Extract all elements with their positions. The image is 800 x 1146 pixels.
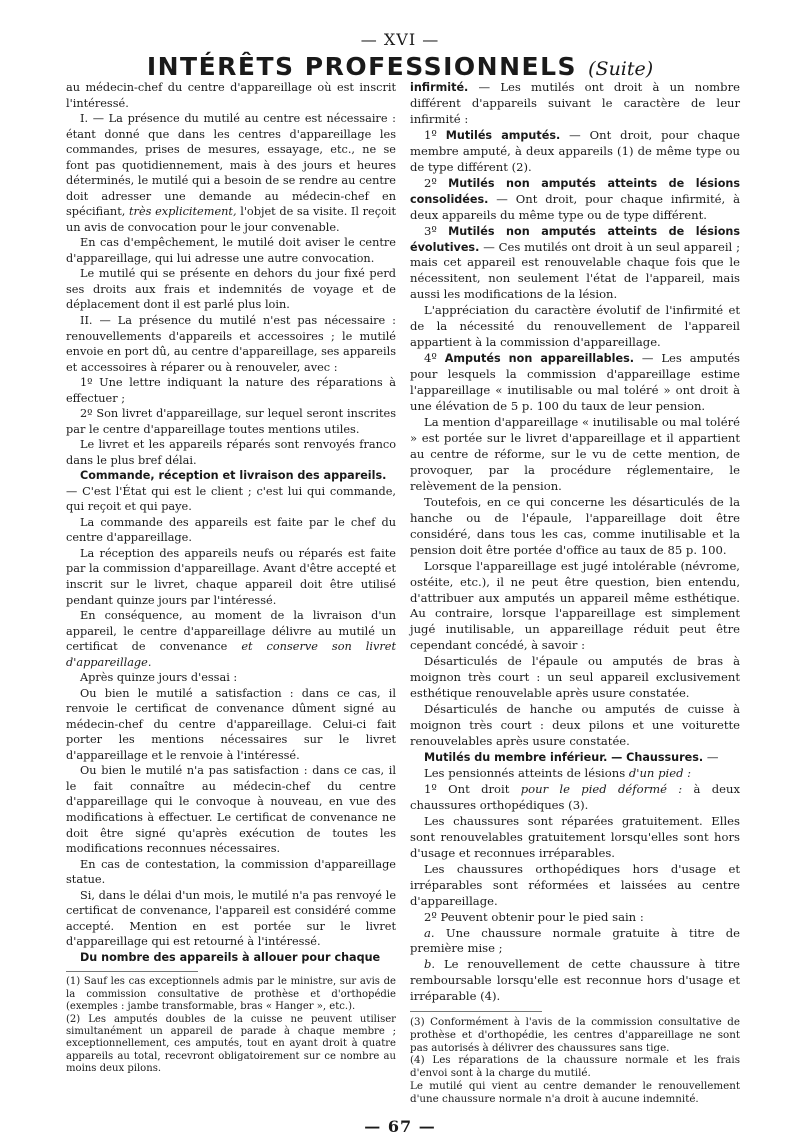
left-column <box>66 80 396 1076</box>
right-column <box>410 80 740 1105</box>
paragraph: En conséquence, au moment de la livraison d'un appareil, le centre d'appareillage délivre au mutilé un certificat de convenance et conserve son livret d'appareillage. <box>66 609 396 669</box>
title-suite: (Suite) <box>588 58 654 80</box>
footnote: (4) Les réparations de la chaussure normale et les frais d'envoi sont à la charge du mutilé. <box>410 1054 740 1080</box>
paragraph: a. Une chaussure normale gratuite à titre de première mise ; <box>410 925 741 956</box>
paragraph: Les pensionnés atteints de lésions d'un pied : <box>424 765 692 780</box>
footnote: (2) Les amputés doubles de la cuisse ne peuvent utiliser simultanément un appareil de parade à chaque membre ; exceptionnellement, ces amputés, tout en ayant droit à quatre appareils au total, recevront obligatoirement sur ce nombre au moins deux pilons. <box>66 1013 396 1075</box>
page-number: — 67 — <box>364 1117 436 1136</box>
paragraph: b. Le renouvellement de cette chaussure à titre remboursable lorsqu'elle est reconnue hors d'usage et irréparable (4). <box>410 957 740 1004</box>
paragraph: infirmité. — Les mutilés ont droit à un nombre différent d'appareils suivant le caractère de leur infirmité : <box>410 80 740 126</box>
paragraph: 1º Ont droit pour le pied déformé : à deux chaussures orthopédiques (3). <box>410 781 741 812</box>
paragraph: 1º Mutilés amputés. — Ont droit, pour chaque membre amputé, à deux appareils (1) de même type ou de type différent (2). <box>410 127 741 174</box>
paragraph: 3º Mutilés non amputés atteints de lésions évolutives. — Ces mutilés ont droit à un seul appareil ; mais cet appareil est renouvelable chaque fois que le nécessitent, non seulement l'état de l'appareil, mais aussi les modifications de la lésion. <box>410 223 741 302</box>
section-heading: Mutilés du membre inférieur. — Chaussures. — <box>424 750 719 765</box>
paragraph: Désarticulés de l'épaule ou amputés de bras à moignon très court : un seul appareil exclusivement esthétique renouvelable après usure constatée. <box>410 654 740 701</box>
paragraph: L'appréciation du caractère évolutif de l'infirmité et de la nécessité du renouvellement de l'appareil appartient à la commission d'appareillage. <box>410 303 740 350</box>
page-title <box>0 52 800 81</box>
paragraph: 2º Mutilés non amputés atteints de lésions consolidées. — Ont droit, pour chaque infirmité, à deux appareils du même type ou de type différent. <box>410 175 741 222</box>
paragraph: — C'est l'État qui est le client ; c'est lui qui commande, qui reçoit et qui paye. <box>66 484 396 514</box>
paragraph: 2º Son livret d'appareillage, sur lequel seront inscrites par le centre d'appareillage toutes mentions utiles. <box>66 407 396 436</box>
paragraph: Si, dans le délai d'un mois, le mutilé n'a pas renvoyé le certificat de convenance, l'appareil est considéré comme accepté. Mention en est portée sur le livret d'appareillage qui est retourné à l'intéressé. <box>66 888 396 949</box>
paragraph: Le livret et les appareils réparés sont renvoyés franco dans le plus bref délai. <box>66 438 396 467</box>
paragraph: I. — La présence du mutilé au centre est nécessaire : étant donné que dans les centres d'appareillage les commandes, prises de mesures, essayage, etc., ne se font pas quotidiennement, mais à des jours et heures déterminés, le mutilé qui a besoin de se rendre au centre doit adresser une demande au médecin-chef en spécifiant, très explicitement, l'objet de sa visite. Il reçoit un avis de convocation pour le jour convenable. <box>66 112 397 234</box>
paragraph: Le mutilé qui se présente en dehors du jour fixé perd ses droits aux frais et indemnités de voyage et de déplacement dont il est parlé plus loin. <box>66 267 396 312</box>
footnotes <box>410 1016 740 1105</box>
footnotes <box>66 976 396 1075</box>
footnote-divider <box>410 1011 542 1012</box>
paragraph: Ou bien le mutilé n'a pas satisfaction : dans ce cas, il le fait connaître au médecin-chef du centre d'appareillage qui le convoque à nouveau, en vue des modifications à effectuer. Le certificat de convenance ne doit être signé qu'après exécution de toutes les modifications reconnues nécessaires. <box>66 764 396 856</box>
paragraph: La réception des appareils neufs ou réparés est faite par la commission d'appareillage. Avant d'être accepté et inscrit sur le livret, chaque appareil doit être utilisé pendant quinze jours par l'intéressé. <box>66 546 396 607</box>
paragraph: La mention d'appareillage « inutilisable ou mal toléré » est portée sur le livret d'appareillage et il appartient au centre de réforme, sur le vu de cette mention, de provoquer, par la procédure réglementaire, le relèvement de la pension. <box>410 415 740 493</box>
paragraph: Ou bien le mutilé a satisfaction : dans ce cas, il renvoie le certificat de convenance dûment signé au médecin-chef du centre d'appareillage. Celui-ci fait porter les mentions nécessaires sur le livret d'appareillage et le renvoie à l'intéressé. <box>66 686 396 762</box>
paragraph: au médecin-chef du centre d'appareillage où est inscrit l'intéressé. <box>66 81 396 110</box>
paragraph: Les chaussures orthopédiques hors d'usage et irréparables sont réformées et laissées au centre d'appareillage. <box>410 861 740 908</box>
paragraph: Toutefois, en ce qui concerne les désarticulés de la hanche ou de l'épaule, l'appareillage doit être considéré, dans tous les cas, comme inutilisable et la pension doit être portée d'office au taux de 85 p. 100. <box>410 494 740 557</box>
footnote-divider <box>66 971 198 972</box>
section-heading: Commande, réception et livraison des appareils. <box>80 469 387 483</box>
paragraph: 2º Peuvent obtenir pour le pied sain : <box>424 909 644 924</box>
paragraph: Désarticulés de hanche ou amputés de cuisse à moignon très court : deux pilons et une voiturette renouvelables après usure constatée. <box>410 702 740 749</box>
paragraph: En cas de contestation, la commission d'appareillage statue. <box>66 857 396 887</box>
paragraph: 4º Amputés non appareillables. — Les amputés pour lesquels la commission d'appareillage estime l'appareillage « inutilisable ou mal toléré » ont droit à une élévation de 5 p. 100 du taux de leur pension. <box>410 351 741 414</box>
footnote: Le mutilé qui vient au centre demander le renouvellement d'une chaussure normale n'a droit à aucune indemnité. <box>410 1079 740 1105</box>
title-main: INTÉRÊTS PROFESSIONNELS <box>146 52 578 81</box>
footnote: (1) Sauf les cas exceptionnels admis par le ministre, sur avis de la commission consultative de prothèse et d'orthopédie (exemples : jambe transformable, bras « Hanger », etc.). <box>66 976 396 1013</box>
paragraph: La commande des appareils est faite par le chef du centre d'appareillage. <box>66 515 396 545</box>
page-roman-numeral: — XVI — <box>360 30 440 49</box>
paragraph: Lorsque l'appareillage est jugé intolérable (névrome, ostéite, etc.), il ne peut être question, bien entendu, d'attribuer aux amputés un appareil même esthétique. Au contraire, lorsque l'appareillage est simplement jugé inutilisable, un appareillage réduit peut être cependant concédé, à savoir : <box>410 558 740 653</box>
section-heading: Du nombre des appareils à allouer pour chaque <box>80 950 381 964</box>
paragraph: Après quinze jours d'essai : <box>80 671 238 685</box>
paragraph: En cas d'empêchement, le mutilé doit aviser le centre d'appareillage, qui lui adresse une autre convocation. <box>66 236 396 265</box>
footnote: (3) Conformément à l'avis de la commission consultative de prothèse et d'orthopédie, les centres d'appareillage ne sont pas autorisés à délivrer des chaussures sans tige. <box>410 1016 740 1054</box>
paragraph: Les chaussures sont réparées gratuitement. Elles sont renouvelables gratuitement lorsqu'elles sont hors d'usage et reconnues irréparables. <box>410 813 740 860</box>
paragraph: II. — La présence du mutilé n'est pas nécessaire : renouvellements d'appareils et accessoires ; le mutilé envoie en port dû, au centre d'appareillage, ses appareils et accessoires à réparer ou à renouveler, avec : <box>66 313 396 374</box>
paragraph: 1º Une lettre indiquant la nature des réparations à effectuer ; <box>66 376 396 405</box>
